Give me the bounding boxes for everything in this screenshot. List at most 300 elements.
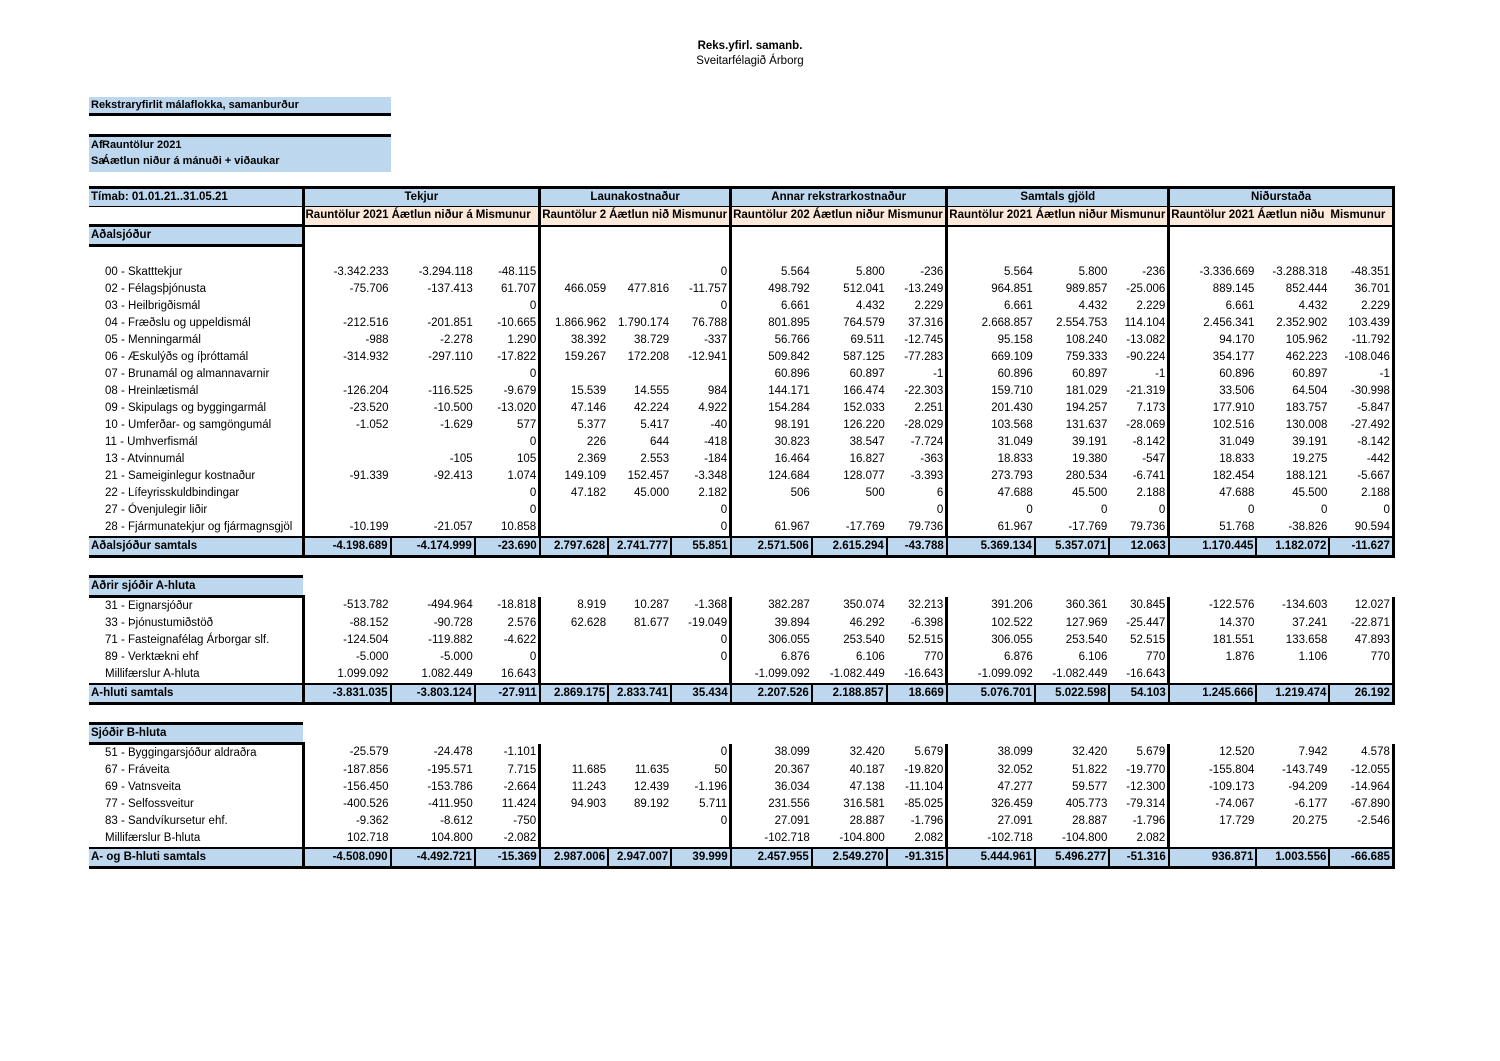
value-cell bbox=[303, 451, 391, 468]
value-cell: 47.146 bbox=[540, 400, 608, 417]
value-cell: -48.351 bbox=[1329, 264, 1393, 281]
value-cell: -988 bbox=[303, 332, 391, 349]
value-cell bbox=[812, 502, 887, 519]
row-label: 89 - Verktækni ehf bbox=[105, 651, 199, 663]
value-cell: -8.142 bbox=[1329, 434, 1393, 451]
value-cell: 127.969 bbox=[1065, 617, 1108, 629]
comparison-box bbox=[89, 134, 391, 172]
value-cell: 18.833 bbox=[947, 451, 1035, 468]
value-cell: 253.540 bbox=[843, 634, 885, 646]
value-cell: 181.029 bbox=[1065, 385, 1108, 397]
value-cell: 16.643 bbox=[501, 668, 537, 680]
total-value: -91.315 bbox=[887, 848, 947, 868]
value-cell: -201.851 bbox=[427, 317, 473, 329]
value-cell: -513.782 bbox=[303, 597, 391, 616]
value-cell: 0 bbox=[529, 300, 537, 312]
value-cell: -67.890 bbox=[1329, 796, 1393, 813]
value-cell: -1.629 bbox=[440, 419, 473, 431]
value-cell: 253.540 bbox=[1065, 634, 1108, 646]
value-cell: -1.099.092 bbox=[947, 666, 1035, 684]
value-cell: 166.474 bbox=[843, 385, 885, 397]
value-cell: -122.576 bbox=[1169, 597, 1257, 616]
value-cell bbox=[812, 246, 887, 265]
value-cell: 4.432 bbox=[1078, 300, 1108, 312]
value-cell bbox=[303, 246, 391, 265]
value-cell: 45.500 bbox=[1292, 487, 1328, 499]
table-row bbox=[89, 796, 1393, 813]
value-cell: 52.515 bbox=[908, 634, 944, 646]
value-cell: 273.793 bbox=[947, 468, 1035, 485]
value-cell: 20.367 bbox=[731, 762, 812, 779]
table-row bbox=[89, 597, 1393, 616]
value-cell bbox=[671, 830, 730, 848]
value-cell: -102.718 bbox=[731, 830, 812, 848]
value-cell: 60.896 bbox=[731, 366, 812, 383]
value-cell: 103.568 bbox=[947, 417, 1035, 434]
value-cell: 506 bbox=[731, 485, 812, 502]
value-cell: 38.392 bbox=[540, 332, 608, 349]
total-value: 5.496.277 bbox=[1035, 848, 1110, 868]
total-value: -23.690 bbox=[475, 537, 540, 557]
value-cell: -19.049 bbox=[688, 617, 728, 629]
value-cell bbox=[391, 366, 475, 383]
value-cell: 11.424 bbox=[501, 798, 537, 810]
table-row bbox=[89, 417, 1393, 434]
value-cell: -1.082.449 bbox=[1052, 668, 1108, 680]
value-cell: -1.796 bbox=[1132, 815, 1166, 827]
value-cell: 194.257 bbox=[1065, 402, 1108, 414]
row-label: 28 - Fjármunatekjur og fjármagnsgjöl bbox=[105, 521, 293, 533]
value-cell: -1.099.092 bbox=[731, 666, 812, 684]
table-row bbox=[89, 366, 1393, 383]
value-cell: -22.871 bbox=[1329, 615, 1393, 632]
value-cell: 316.581 bbox=[843, 798, 885, 810]
row-label: 05 - Menningarmál bbox=[105, 334, 201, 346]
value-cell: 405.773 bbox=[1065, 798, 1108, 810]
value-cell: 81.677 bbox=[633, 617, 670, 629]
total-value: 2.947.007 bbox=[608, 848, 671, 868]
value-cell: 306.055 bbox=[947, 632, 1035, 649]
value-cell bbox=[540, 298, 608, 315]
spacer-row bbox=[89, 557, 1393, 577]
section-title: Aðalsjóður bbox=[89, 226, 303, 246]
value-cell: -10.199 bbox=[303, 519, 391, 537]
total-value: 5.076.701 bbox=[947, 684, 1035, 704]
value-cell: 38.099 bbox=[947, 744, 1035, 763]
value-cell: 2.082 bbox=[914, 832, 944, 844]
row-label: 07 - Brunamál og almannavarnir bbox=[105, 368, 270, 380]
value-cell: -3.336.669 bbox=[1169, 264, 1257, 281]
section-header-row bbox=[89, 724, 1393, 744]
value-cell: -3.288.318 bbox=[1272, 266, 1328, 278]
value-cell bbox=[608, 298, 671, 315]
value-cell: 6.876 bbox=[947, 649, 1035, 666]
value-cell bbox=[1169, 666, 1257, 684]
value-cell: 326.459 bbox=[947, 796, 1035, 813]
value-cell: 47.688 bbox=[947, 485, 1035, 502]
value-cell: -94.209 bbox=[1288, 781, 1328, 793]
value-cell: -6.741 bbox=[1132, 470, 1166, 482]
report-table bbox=[89, 186, 1395, 869]
spacer-row bbox=[89, 704, 1393, 724]
value-cell: -212.516 bbox=[303, 315, 391, 332]
total-value: 55.851 bbox=[671, 537, 730, 557]
value-cell bbox=[608, 264, 671, 281]
value-cell: 60.896 bbox=[947, 366, 1035, 383]
value-cell: 128.077 bbox=[843, 470, 885, 482]
value-cell: -19.820 bbox=[904, 764, 944, 776]
row-label: 69 - Vatnsveita bbox=[105, 781, 181, 793]
value-cell: 8.919 bbox=[540, 597, 608, 616]
value-cell: 360.361 bbox=[1065, 599, 1108, 612]
value-cell: -88.152 bbox=[303, 615, 391, 632]
value-cell: 12.027 bbox=[1329, 597, 1393, 616]
value-cell: -6.398 bbox=[910, 617, 944, 629]
value-cell: 16.464 bbox=[731, 451, 812, 468]
value-cell: 2.229 bbox=[1136, 300, 1166, 312]
value-cell: -1 bbox=[1155, 368, 1166, 380]
section-title: Sjóðir B-hluta bbox=[89, 724, 303, 744]
value-cell: -1.082.449 bbox=[829, 668, 885, 680]
value-cell bbox=[731, 502, 812, 519]
value-cell: -28.029 bbox=[904, 419, 944, 431]
column-header: Áætlun niður á bbox=[391, 207, 475, 226]
value-cell: 52.515 bbox=[1130, 634, 1166, 646]
value-cell: 188.121 bbox=[1285, 470, 1328, 482]
total-value: -4.174.999 bbox=[391, 537, 475, 557]
value-cell: 0 bbox=[1329, 502, 1393, 519]
total-value: 54.103 bbox=[1109, 684, 1168, 704]
value-cell: -77.283 bbox=[904, 351, 944, 363]
value-cell: 4.432 bbox=[1298, 300, 1328, 312]
value-cell: 1.290 bbox=[507, 334, 537, 346]
value-cell bbox=[608, 813, 671, 830]
value-cell bbox=[1329, 830, 1393, 848]
value-cell: -85.025 bbox=[904, 798, 944, 810]
value-cell: -5.667 bbox=[1329, 468, 1393, 485]
value-cell: 56.766 bbox=[731, 332, 812, 349]
value-cell: -48.115 bbox=[498, 266, 537, 278]
value-cell: -13.082 bbox=[1126, 334, 1166, 346]
value-cell: 0 bbox=[529, 436, 537, 448]
value-cell bbox=[608, 519, 671, 537]
row-label: 71 - Fasteignafélag Árborgar slf. bbox=[105, 634, 270, 646]
value-cell: -3.348 bbox=[694, 470, 728, 482]
row-label: 27 - Óvenjulegir liðir bbox=[105, 504, 208, 516]
value-cell: 5.679 bbox=[1136, 746, 1166, 759]
value-cell: 38.099 bbox=[731, 744, 812, 763]
value-cell: -1.052 bbox=[303, 417, 391, 434]
value-cell: 2.554.753 bbox=[1056, 317, 1108, 329]
value-cell: -547 bbox=[1142, 453, 1166, 465]
value-cell: 0 bbox=[529, 504, 537, 516]
total-value: 2.615.294 bbox=[812, 537, 887, 557]
total-row bbox=[89, 684, 1393, 704]
value-cell: -11.104 bbox=[905, 781, 944, 793]
total-row bbox=[89, 848, 1393, 868]
value-cell: -1 bbox=[933, 368, 944, 380]
value-cell: 5.800 bbox=[1078, 266, 1108, 278]
value-cell: -11.792 bbox=[1329, 332, 1393, 349]
value-cell bbox=[608, 666, 671, 684]
row-label: 00 - Skatttekjur bbox=[105, 266, 183, 278]
value-cell: -143.749 bbox=[1281, 764, 1328, 776]
group-header-samtals-gjo-ld: Samtals gjöld bbox=[947, 188, 1169, 207]
total-value: 1.003.556 bbox=[1256, 848, 1329, 868]
value-cell bbox=[1256, 830, 1329, 848]
section-header-row bbox=[89, 226, 1393, 246]
value-cell: 5.711 bbox=[699, 798, 728, 810]
value-cell: -3.393 bbox=[910, 470, 944, 482]
value-cell: 108.240 bbox=[1065, 334, 1108, 346]
value-cell: -74.067 bbox=[1169, 796, 1257, 813]
value-cell: 0 bbox=[529, 651, 537, 663]
value-cell: 0 bbox=[1100, 504, 1108, 516]
value-cell: 462.223 bbox=[1285, 351, 1328, 363]
value-cell: 801.895 bbox=[731, 315, 812, 332]
value-cell: -418 bbox=[704, 436, 728, 448]
value-cell: 47.688 bbox=[1169, 485, 1257, 502]
total-value: -66.685 bbox=[1329, 848, 1393, 868]
value-cell: 14.555 bbox=[633, 385, 670, 397]
value-cell: 104.800 bbox=[431, 832, 473, 844]
value-cell: 124.684 bbox=[731, 468, 812, 485]
value-cell: 2.668.857 bbox=[947, 315, 1035, 332]
compare-a-label: Rauntölur 2021 bbox=[102, 139, 182, 151]
table-row bbox=[89, 762, 1393, 779]
column-header: Áætlun niður bbox=[812, 207, 887, 226]
value-cell: -156.450 bbox=[303, 779, 391, 796]
compare-b-label: Áætlun niður á mánuði + viðaukar bbox=[102, 155, 280, 167]
value-cell: 0 bbox=[720, 266, 728, 278]
table-row bbox=[89, 666, 1393, 684]
value-cell: 36.034 bbox=[731, 779, 812, 796]
value-cell: 20.275 bbox=[1292, 815, 1328, 827]
value-cell: 7.173 bbox=[1136, 402, 1166, 414]
value-cell: 47.893 bbox=[1329, 632, 1393, 649]
value-cell: 32.052 bbox=[947, 762, 1035, 779]
value-cell: 0 bbox=[947, 502, 1035, 519]
total-value: 2.549.270 bbox=[812, 848, 887, 868]
value-cell: 0 bbox=[1169, 502, 1257, 519]
value-cell: 183.757 bbox=[1285, 402, 1328, 414]
total-value: -51.316 bbox=[1109, 848, 1168, 868]
value-cell bbox=[303, 434, 391, 451]
value-cell: 2.369 bbox=[540, 451, 608, 468]
value-cell: 89.192 bbox=[633, 798, 670, 810]
value-cell: -25.447 bbox=[1126, 617, 1166, 629]
value-cell: -195.571 bbox=[427, 764, 473, 776]
value-cell: -90.224 bbox=[1126, 351, 1166, 363]
row-label: Millifærslur B-hluta bbox=[105, 832, 201, 844]
compare-a bbox=[91, 137, 391, 153]
value-cell: 51.822 bbox=[1072, 764, 1108, 776]
value-cell: 2.229 bbox=[1329, 298, 1393, 315]
value-cell: 79.736 bbox=[1130, 521, 1166, 533]
total-value: 39.999 bbox=[671, 848, 730, 868]
total-label: A-hluti samtals bbox=[89, 684, 303, 704]
value-cell: 60.897 bbox=[849, 368, 885, 380]
row-label: 51 - Byggingarsjóður aldraðra bbox=[105, 747, 257, 759]
value-cell: 0 bbox=[720, 634, 728, 646]
value-cell: -27.492 bbox=[1329, 417, 1393, 434]
row-label: 22 - Lífeyrisskuldbindingar bbox=[105, 487, 240, 499]
header-blank bbox=[89, 207, 303, 226]
value-cell bbox=[608, 632, 671, 649]
value-cell: 60.897 bbox=[1292, 368, 1328, 380]
value-cell: 1.099.092 bbox=[303, 666, 391, 684]
value-cell: -90.728 bbox=[433, 617, 473, 629]
value-cell bbox=[1169, 830, 1257, 848]
table-row bbox=[89, 485, 1393, 502]
value-cell: 0 bbox=[1320, 504, 1328, 516]
value-cell: 6.106 bbox=[1078, 651, 1108, 663]
value-cell: -4.622 bbox=[503, 634, 537, 646]
value-cell: 14.370 bbox=[1169, 615, 1257, 632]
value-cell: 19.275 bbox=[1292, 453, 1328, 465]
total-value: 26.192 bbox=[1329, 684, 1393, 704]
value-cell: -17.769 bbox=[845, 521, 885, 533]
value-cell: -10.665 bbox=[497, 317, 537, 329]
value-cell: 64.504 bbox=[1292, 385, 1328, 397]
value-cell: -105 bbox=[449, 453, 473, 465]
value-cell bbox=[608, 744, 671, 763]
total-value: -43.788 bbox=[887, 537, 947, 557]
total-value: -3.831.035 bbox=[303, 684, 391, 704]
value-cell bbox=[1169, 246, 1257, 265]
value-cell: 76.788 bbox=[691, 317, 728, 329]
value-cell: 154.284 bbox=[731, 400, 812, 417]
value-cell: -236 bbox=[920, 266, 944, 278]
value-cell: 391.206 bbox=[947, 597, 1035, 616]
column-header: Mismunur bbox=[887, 207, 947, 226]
value-cell: -8.142 bbox=[1132, 436, 1166, 448]
value-cell: 0 bbox=[529, 487, 537, 499]
value-cell: 60.897 bbox=[1072, 368, 1108, 380]
value-cell bbox=[1256, 246, 1329, 265]
value-cell: 0 bbox=[720, 651, 728, 663]
value-cell: -2.278 bbox=[440, 334, 473, 346]
value-cell: -134.603 bbox=[1281, 599, 1328, 612]
value-cell: 42.224 bbox=[633, 402, 670, 414]
value-cell: -30.998 bbox=[1329, 383, 1393, 400]
value-cell: 11.635 bbox=[634, 764, 670, 776]
value-cell: 16.827 bbox=[849, 453, 885, 465]
value-cell: 7.942 bbox=[1298, 746, 1328, 759]
value-cell bbox=[540, 813, 608, 830]
value-cell: -16.643 bbox=[904, 668, 944, 680]
total-value: 2.457.955 bbox=[731, 848, 812, 868]
value-cell: -5.847 bbox=[1329, 400, 1393, 417]
value-cell bbox=[540, 744, 608, 763]
value-cell: 28.887 bbox=[849, 815, 885, 827]
value-cell: -116.525 bbox=[428, 385, 473, 397]
column-header: Mismunur bbox=[671, 207, 730, 226]
value-cell: 644 bbox=[649, 436, 670, 448]
value-cell: -2.546 bbox=[1329, 813, 1393, 830]
value-cell bbox=[540, 246, 608, 265]
value-cell: 0 bbox=[720, 815, 728, 827]
value-cell: 201.430 bbox=[947, 400, 1035, 417]
report-title: Rekstraryfirlit málaflokka, samanburður bbox=[89, 97, 391, 116]
value-cell: 62.628 bbox=[540, 615, 608, 632]
value-cell bbox=[475, 246, 540, 265]
value-cell bbox=[391, 502, 475, 519]
value-cell: 4.432 bbox=[856, 300, 885, 312]
value-cell: -91.339 bbox=[303, 468, 391, 485]
compare-b bbox=[91, 153, 391, 169]
table-row bbox=[89, 632, 1393, 649]
value-cell: 1.876 bbox=[1169, 649, 1257, 666]
table-row bbox=[89, 315, 1393, 332]
row-label: 77 - Selfossveitur bbox=[105, 798, 194, 810]
value-cell: 37.241 bbox=[1292, 617, 1328, 629]
value-cell: 12.520 bbox=[1169, 744, 1257, 763]
total-value: 1.245.666 bbox=[1169, 684, 1257, 704]
value-cell: -155.804 bbox=[1169, 762, 1257, 779]
value-cell: 61.967 bbox=[947, 519, 1035, 537]
value-cell bbox=[608, 502, 671, 519]
value-cell: -21.319 bbox=[1126, 385, 1166, 397]
value-cell bbox=[608, 366, 671, 383]
value-cell: 94.903 bbox=[540, 796, 608, 813]
total-value: -3.803.124 bbox=[391, 684, 475, 704]
value-cell: 512.041 bbox=[843, 283, 885, 295]
value-cell: 759.333 bbox=[1065, 351, 1108, 363]
title-line-1: Reks.yfirl. samanb. bbox=[697, 40, 803, 52]
value-cell bbox=[540, 519, 608, 537]
value-cell: 10.287 bbox=[633, 599, 670, 612]
value-cell: -21.057 bbox=[433, 521, 473, 533]
row-label: 13 - Atvinnumál bbox=[105, 453, 185, 465]
value-cell: -14.964 bbox=[1329, 779, 1393, 796]
group-header-launakostna-ur: Launakostnaður bbox=[540, 188, 731, 207]
value-cell: 38.729 bbox=[633, 334, 670, 346]
value-cell: 889.145 bbox=[1169, 281, 1257, 298]
row-label: 11 - Umhverfismál bbox=[105, 436, 198, 448]
value-cell: -494.964 bbox=[427, 599, 473, 612]
table-row bbox=[89, 281, 1393, 298]
value-cell: 61.967 bbox=[731, 519, 812, 537]
value-cell: 1.866.962 bbox=[540, 315, 608, 332]
total-value: -4.492.721 bbox=[391, 848, 475, 868]
value-cell: 36.701 bbox=[1329, 281, 1393, 298]
value-cell: 17.729 bbox=[1169, 813, 1257, 830]
value-cell: 1.082.449 bbox=[421, 668, 473, 680]
value-cell: 59.577 bbox=[1072, 781, 1108, 793]
value-cell: -25.579 bbox=[303, 744, 391, 763]
total-value: -4.508.090 bbox=[303, 848, 391, 868]
value-cell: 6.661 bbox=[731, 298, 812, 315]
value-cell: -2.664 bbox=[503, 781, 537, 793]
value-cell: -400.526 bbox=[303, 796, 391, 813]
total-value: -4.198.689 bbox=[303, 537, 391, 557]
value-cell: -12.941 bbox=[688, 351, 728, 363]
value-cell: 2.188 bbox=[1329, 485, 1393, 502]
value-cell bbox=[1256, 666, 1329, 684]
value-cell: 39.191 bbox=[1292, 436, 1328, 448]
value-cell: 47.138 bbox=[849, 781, 885, 793]
value-cell: 50 bbox=[714, 764, 728, 776]
value-cell: -11.757 bbox=[688, 283, 728, 295]
value-cell: -750 bbox=[513, 815, 537, 827]
value-cell: -17.769 bbox=[1068, 521, 1108, 533]
value-cell: 2.188 bbox=[1136, 487, 1166, 499]
value-cell: -297.110 bbox=[428, 351, 473, 363]
total-value: 2.207.526 bbox=[731, 684, 812, 704]
value-cell: 0 bbox=[720, 521, 728, 533]
value-cell: 40.187 bbox=[849, 764, 885, 776]
